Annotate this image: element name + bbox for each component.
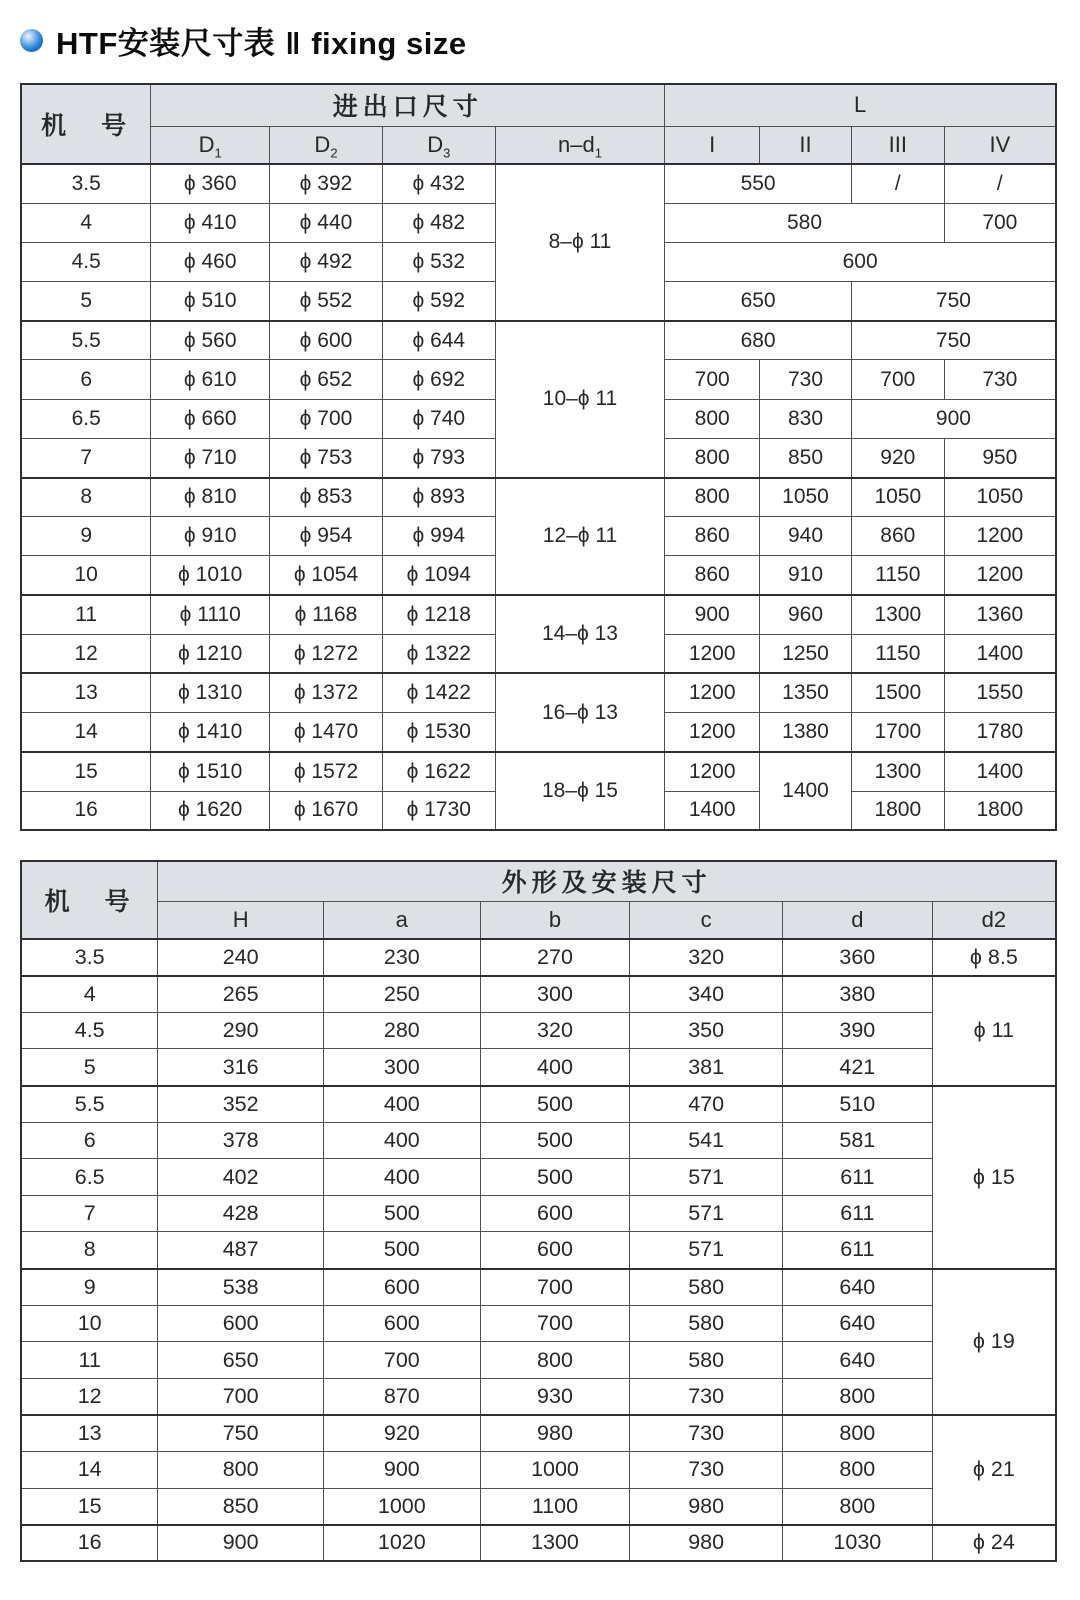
data-cell: ϕ 1620 [151,791,270,830]
data-cell: 850 [760,438,852,477]
data-cell: 900 [665,595,760,634]
data-cell: ϕ 24 [932,1525,1056,1562]
data-cell: 580 [630,1342,783,1379]
data-cell: 500 [323,1232,480,1269]
data-cell: ϕ 644 [382,321,495,360]
subscript: 3 [443,145,451,161]
data-cell: 860 [851,517,944,556]
header-L: L [665,84,1056,126]
data-cell: ϕ 360 [151,164,270,203]
data-cell: 3.5 [21,939,158,976]
data-cell: 340 [630,976,783,1013]
data-cell: 1400 [944,634,1056,673]
header-cell: d [782,901,932,939]
data-cell: 1800 [944,791,1056,830]
header-machine-no: 机 号 [21,84,151,164]
data-cell: 600 [480,1195,630,1232]
page-title-en: fixing size [311,26,467,61]
header-cell: $D_2$ [270,126,383,164]
blue-dot-icon [20,29,43,52]
data-cell: ϕ 740 [382,399,495,438]
data-cell: 500 [480,1122,630,1159]
data-cell: 640 [782,1342,932,1379]
table-row [21,1452,1056,1489]
data-cell: 800 [665,478,760,517]
data-cell: 320 [480,1012,630,1049]
data-cell: 1300 [851,595,944,634]
data-cell: 230 [323,939,480,976]
data-cell: ϕ 1670 [270,791,383,830]
header-cell: I [665,126,760,164]
data-cell: 16–ϕ 13 [495,673,665,751]
header-cell: III [851,126,944,164]
data-cell: 6 [21,1122,158,1159]
data-cell: 8 [21,478,151,517]
data-cell: 316 [158,1049,324,1086]
outline-mounting-dimensions-table [20,860,1057,1562]
data-cell: 600 [665,242,1056,281]
data-cell: 240 [158,939,324,976]
data-cell: 11 [21,595,151,634]
data-cell: 16 [21,1525,158,1562]
data-cell: ϕ 532 [382,242,495,281]
data-cell: 5.5 [21,1086,158,1123]
data-cell: 400 [323,1122,480,1159]
data-cell: 402 [158,1159,324,1196]
table-row [21,1232,1056,1269]
data-cell: 500 [480,1159,630,1196]
data-cell: 428 [158,1195,324,1232]
data-cell: 470 [630,1086,783,1123]
data-cell: ϕ 994 [382,517,495,556]
data-cell: ϕ 600 [270,321,383,360]
data-cell: ϕ 810 [151,478,270,517]
data-cell: 650 [665,282,852,321]
data-cell: 700 [944,203,1056,242]
table-row [21,1086,1056,1123]
data-cell: ϕ 1272 [270,634,383,673]
data-cell: ϕ 793 [382,438,495,477]
data-cell: / [944,164,1056,203]
data-cell: 10 [21,1305,158,1342]
table-row [21,1525,1056,1562]
data-cell: 1550 [944,673,1056,712]
data-cell: 1150 [851,556,944,595]
data-cell: ϕ 510 [151,282,270,321]
data-cell: 280 [323,1012,480,1049]
data-cell: ϕ 893 [382,478,495,517]
data-cell: 750 [851,321,1056,360]
data-cell: ϕ 1110 [151,595,270,634]
data-cell: 640 [782,1305,932,1342]
data-cell: ϕ 460 [151,242,270,281]
data-cell: 1200 [944,517,1056,556]
page-title-zh: HTF安装尺寸表 [56,26,276,61]
data-cell: 1200 [665,634,760,673]
data-cell: 1300 [851,752,944,791]
table-row [21,1342,1056,1379]
data-cell: 14–ϕ 13 [495,595,665,673]
data-cell: 1400 [944,752,1056,791]
header-cell: H [158,901,324,939]
header-machine-no: 机 号 [21,861,158,939]
data-cell: 1800 [851,791,944,830]
data-cell: 980 [630,1525,783,1562]
data-cell: ϕ 853 [270,478,383,517]
data-cell: 4.5 [21,1012,158,1049]
data-cell: 1500 [851,673,944,712]
data-cell: 1200 [665,713,760,752]
data-cell: ϕ 1730 [382,791,495,830]
data-cell: 800 [158,1452,324,1489]
data-cell: 16 [21,791,151,830]
data-cell: 1380 [760,713,852,752]
data-cell: 650 [158,1342,324,1379]
data-cell: ϕ 8.5 [932,939,1056,976]
page-title-row [20,18,1057,63]
data-cell: 3.5 [21,164,151,203]
data-cell: 730 [630,1378,783,1415]
data-cell: 580 [630,1305,783,1342]
data-cell: 860 [665,556,760,595]
data-cell: 290 [158,1012,324,1049]
data-cell: ϕ 482 [382,203,495,242]
data-cell: 6.5 [21,1159,158,1196]
data-cell: 1360 [944,595,1056,634]
data-cell: 900 [158,1525,324,1562]
data-cell: 571 [630,1232,783,1269]
data-cell: 7 [21,1195,158,1232]
subscript: 1 [594,145,602,161]
data-cell: 550 [665,164,852,203]
data-cell: 920 [851,438,944,477]
data-cell: ϕ 1470 [270,713,383,752]
data-cell: 800 [665,438,760,477]
data-cell: 571 [630,1159,783,1196]
data-cell: ϕ 1218 [382,595,495,634]
data-cell: 750 [158,1415,324,1452]
header-inlet-outlet-size: 进出口尺寸 [151,84,665,126]
table-row [21,673,1056,712]
data-cell: ϕ 15 [932,1086,1056,1269]
data-cell: 730 [760,360,852,399]
data-cell: 250 [323,976,480,1013]
data-cell: 1050 [944,478,1056,517]
data-cell: 800 [782,1488,932,1525]
data-cell: 350 [630,1012,783,1049]
header-cell: d2 [932,901,1056,939]
data-cell: 400 [480,1049,630,1086]
data-cell: 15 [21,752,151,791]
data-cell: 1100 [480,1488,630,1525]
data-cell: 1200 [665,752,760,791]
subscript: 1 [214,145,222,161]
table-row [21,1415,1056,1452]
data-cell: 12 [21,634,151,673]
data-cell: 5.5 [21,321,151,360]
data-cell: 421 [782,1049,932,1086]
inlet-outlet-dimensions-table [20,83,1057,831]
data-cell: ϕ 560 [151,321,270,360]
data-cell: ϕ 1054 [270,556,383,595]
data-cell: ϕ 1094 [382,556,495,595]
data-cell: 352 [158,1086,324,1123]
data-cell: 500 [323,1195,480,1232]
table-row [21,939,1056,976]
data-cell: ϕ 392 [270,164,383,203]
data-cell: 8 [21,1232,158,1269]
table-row [21,1159,1056,1196]
data-cell: 510 [782,1086,932,1123]
table-row [21,1269,1056,1306]
data-cell: 600 [480,1232,630,1269]
data-cell: ϕ 11 [932,976,1056,1086]
data-cell: ϕ 610 [151,360,270,399]
data-cell: 920 [323,1415,480,1452]
data-cell: ϕ 954 [270,517,383,556]
data-cell: 750 [851,282,1056,321]
data-cell: 850 [158,1488,324,1525]
data-cell: 700 [480,1305,630,1342]
data-cell: 4 [21,203,151,242]
data-cell: 800 [782,1415,932,1452]
data-cell: ϕ 592 [382,282,495,321]
title-separator: ‖ [285,26,302,61]
data-cell: 10 [21,556,151,595]
data-cell: 5 [21,1049,158,1086]
data-cell: 611 [782,1159,932,1196]
data-cell: ϕ 1310 [151,673,270,712]
data-cell: 870 [323,1378,480,1415]
data-cell: ϕ 660 [151,399,270,438]
data-cell: 980 [480,1415,630,1452]
data-cell: 13 [21,1415,158,1452]
data-cell: 730 [630,1415,783,1452]
data-cell: 541 [630,1122,783,1159]
data-cell: ϕ 700 [270,399,383,438]
data-cell: ϕ 692 [382,360,495,399]
data-cell: 4 [21,976,158,1013]
data-cell: ϕ 492 [270,242,383,281]
data-cell: ϕ 1322 [382,634,495,673]
header-cell: a [323,901,480,939]
data-cell: 1020 [323,1525,480,1562]
data-cell: 580 [630,1269,783,1306]
data-cell: ϕ 440 [270,203,383,242]
table-row [21,1488,1056,1525]
data-cell: 15 [21,1488,158,1525]
data-cell: 580 [665,203,944,242]
data-cell: 300 [323,1049,480,1086]
data-cell: 14 [21,1452,158,1489]
data-cell: 360 [782,939,932,976]
data-cell: ϕ 19 [932,1269,1056,1415]
data-cell: ϕ 753 [270,438,383,477]
data-cell: 611 [782,1195,932,1232]
header-cell: $n-d_1$ [495,126,665,164]
data-cell: 700 [480,1269,630,1306]
page-title [56,18,467,63]
data-cell: 611 [782,1232,932,1269]
data-cell: 12–ϕ 11 [495,478,665,596]
data-cell: 1780 [944,713,1056,752]
data-cell: 1000 [480,1452,630,1489]
data-cell: ϕ 1530 [382,713,495,752]
data-cell: 800 [480,1342,630,1379]
header-cell: $D_3$ [382,126,495,164]
data-cell: 1050 [851,478,944,517]
data-cell: ϕ 1622 [382,752,495,791]
data-cell: 1250 [760,634,852,673]
data-cell: ϕ 552 [270,282,383,321]
data-cell: 300 [480,976,630,1013]
data-cell: 1030 [782,1525,932,1562]
data-cell: 700 [665,360,760,399]
data-cell: 940 [760,517,852,556]
table-row [21,1378,1056,1415]
data-cell: ϕ 432 [382,164,495,203]
data-cell: 900 [323,1452,480,1489]
data-cell: 390 [782,1012,932,1049]
data-cell: ϕ 410 [151,203,270,242]
data-cell: 380 [782,976,932,1013]
data-cell: 930 [480,1378,630,1415]
data-cell: 900 [851,399,1056,438]
table-row [21,595,1056,634]
data-cell: 1050 [760,478,852,517]
data-cell: 1300 [480,1525,630,1562]
header-row [21,126,1056,164]
data-cell: ϕ 1210 [151,634,270,673]
data-cell: 1000 [323,1488,480,1525]
data-cell: 910 [760,556,852,595]
data-cell: 960 [760,595,852,634]
table-row [21,1049,1056,1086]
data-cell: 4.5 [21,242,151,281]
data-cell: ϕ 1010 [151,556,270,595]
data-cell: 830 [760,399,852,438]
header-row [21,84,1056,126]
header-cell: IV [944,126,1056,164]
table-row [21,1195,1056,1232]
subscript: 2 [330,145,338,161]
data-cell: 571 [630,1195,783,1232]
data-cell: 1700 [851,713,944,752]
data-cell: ϕ 710 [151,438,270,477]
data-cell: ϕ 21 [932,1415,1056,1525]
data-cell: 980 [630,1488,783,1525]
data-cell: 9 [21,1269,158,1306]
data-cell: 9 [21,517,151,556]
header-cell: b [480,901,630,939]
data-cell: 800 [782,1378,932,1415]
table-row [21,164,1056,203]
data-cell: 730 [944,360,1056,399]
data-cell: 487 [158,1232,324,1269]
data-cell: 1400 [760,752,852,830]
data-cell: 680 [665,321,852,360]
data-cell: 600 [323,1305,480,1342]
data-cell: 1400 [665,791,760,830]
table-row [21,321,1056,360]
data-cell: 270 [480,939,630,976]
header-outline-mounting-size: 外形及安装尺寸 [158,861,1056,901]
data-cell: ϕ 1510 [151,752,270,791]
data-cell: 600 [158,1305,324,1342]
header-row [21,861,1056,901]
data-cell: 400 [323,1159,480,1196]
data-cell: ϕ 1572 [270,752,383,791]
data-cell: 1200 [665,673,760,712]
data-cell: 265 [158,976,324,1013]
data-cell: 13 [21,673,151,712]
data-cell: 320 [630,939,783,976]
table-row [21,752,1056,791]
data-cell: ϕ 652 [270,360,383,399]
data-cell: ϕ 1422 [382,673,495,712]
data-cell: 10–ϕ 11 [495,321,665,478]
table-row [21,1305,1056,1342]
data-cell: 6.5 [21,399,151,438]
data-cell: 14 [21,713,151,752]
data-cell: 5 [21,282,151,321]
data-cell: 538 [158,1269,324,1306]
data-cell: 7 [21,438,151,477]
data-cell: 8–ϕ 11 [495,164,665,321]
table-row [21,1122,1056,1159]
header-cell: $D_1$ [151,126,270,164]
data-cell: 950 [944,438,1056,477]
data-cell: 12 [21,1378,158,1415]
header-cell: II [760,126,852,164]
data-cell: 640 [782,1269,932,1306]
data-cell: 600 [323,1269,480,1306]
data-cell: 500 [480,1086,630,1123]
table-row [21,1012,1056,1049]
data-cell: ϕ 910 [151,517,270,556]
header-row [21,901,1056,939]
data-cell: 800 [782,1452,932,1489]
data-cell: 700 [851,360,944,399]
data-cell: 730 [630,1452,783,1489]
data-cell: / [851,164,944,203]
data-cell: 381 [630,1049,783,1086]
data-cell: ϕ 1168 [270,595,383,634]
data-cell: 860 [665,517,760,556]
data-cell: 11 [21,1342,158,1379]
data-cell: 1200 [944,556,1056,595]
data-cell: ϕ 1372 [270,673,383,712]
data-cell: 378 [158,1122,324,1159]
data-cell: 581 [782,1122,932,1159]
table-row [21,976,1056,1013]
data-cell: 800 [665,399,760,438]
header-cell: c [630,901,783,939]
data-cell: 6 [21,360,151,399]
data-cell: 700 [323,1342,480,1379]
data-cell: 400 [323,1086,480,1123]
data-cell: 18–ϕ 15 [495,752,665,830]
data-cell: 1150 [851,634,944,673]
data-cell: 700 [158,1378,324,1415]
data-cell: ϕ 1410 [151,713,270,752]
table-row [21,478,1056,517]
data-cell: 1350 [760,673,852,712]
